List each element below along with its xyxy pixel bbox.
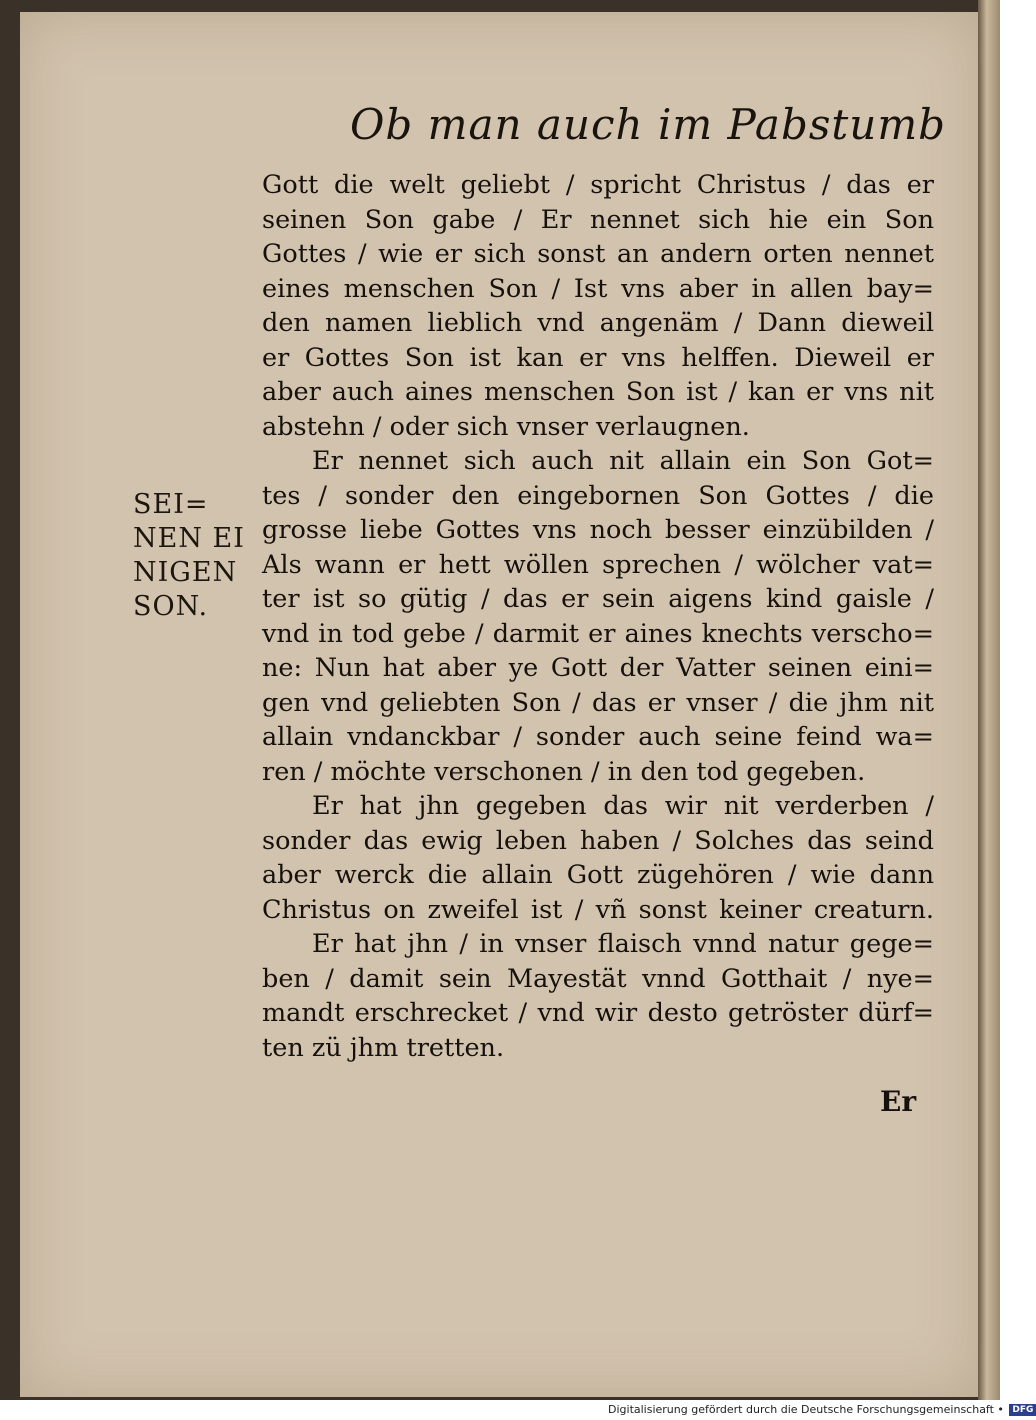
text-line: Er hat jhn / in vnser flaisch vnnd natur gege= — [312, 929, 934, 959]
text-line: Er hat jhn gegeben das wir nit verderben / — [312, 791, 934, 821]
footer-text: Digitalisierung gefördert durch die Deutsche Forschungsgemeinschaft • — [608, 1403, 1004, 1416]
text-line: ten zü jhm tretten. — [262, 1032, 505, 1063]
text-line: ren / möchte verschonen / in den tod gegeben. — [262, 756, 866, 787]
text-line: ter ist so gütig / das er sein aigens kind gaisle / — [262, 584, 934, 614]
text-line: mandt erschrecket / vnd wir desto getröster dürf= — [262, 998, 934, 1028]
text-line: aber werck die allain Gott zügehören / wie dann — [262, 860, 934, 890]
text-line: eines menschen Son / Ist vns aber in allen bay= — [262, 273, 934, 304]
text-line: den namen lieblich vnd angenäm / Dann dieweil — [262, 308, 934, 338]
text-line: seinen Son gabe / Er nennet sich hie ein Son — [262, 204, 934, 235]
text-line: Er nennet sich auch nit allain ein Son Got= — [312, 446, 934, 476]
text-line: sonder das ewig leben haben / Solches das seind — [262, 825, 934, 856]
text-line: allain vndanckbar / sonder auch seine feind wa= — [262, 722, 934, 752]
marginal-line: NIGEN — [133, 557, 238, 588]
text-line: ben / damit sein Mayestät vnnd Gotthait / nye= — [262, 963, 934, 994]
text-line: tes / sonder den eingebornen Son Gottes / die — [262, 480, 934, 511]
running-header: Ob man auch im Pabstumb — [350, 100, 947, 149]
text-line: ne: Nun hat aber ye Gott der Vatter seinen eini= — [262, 653, 934, 683]
footer-credit — [608, 1403, 1036, 1416]
text-line: grosse liebe Gottes vns noch besser einzübilden / — [262, 515, 934, 545]
marginal-line: SEI= — [133, 489, 209, 520]
text-line: aber auch aines menschen Son ist / kan er vns nit — [262, 377, 934, 407]
body-text — [262, 168, 934, 1065]
catchword: Er — [880, 1085, 917, 1118]
text-line: gen vnd geliebten Son / das er vnser / die jhm nit — [262, 687, 934, 718]
marginal-note — [133, 488, 245, 624]
marginal-line: NEN EI — [133, 523, 245, 554]
page-edge — [978, 0, 1000, 1400]
text-line: Gott die welt geliebt / spricht Christus / das er — [262, 170, 934, 200]
text-line: abstehn / oder sich vnser verlaugnen. — [262, 411, 750, 442]
text-line: Gottes / wie er sich sonst an andern orten nennet — [262, 239, 934, 269]
dfg-logo: DFG — [1009, 1404, 1036, 1416]
text-line: Christus on zweifel ist / vñ sonst keiner creaturn. — [262, 894, 934, 925]
text-line: vnd in tod gebe / darmit er aines knechts verscho= — [262, 618, 934, 649]
text-line: Als wann er hett wöllen sprechen / wölcher vat= — [262, 549, 934, 580]
marginal-line: SON. — [133, 591, 209, 622]
text-line: er Gottes Son ist kan er vns helffen. Dieweil er — [262, 342, 934, 373]
